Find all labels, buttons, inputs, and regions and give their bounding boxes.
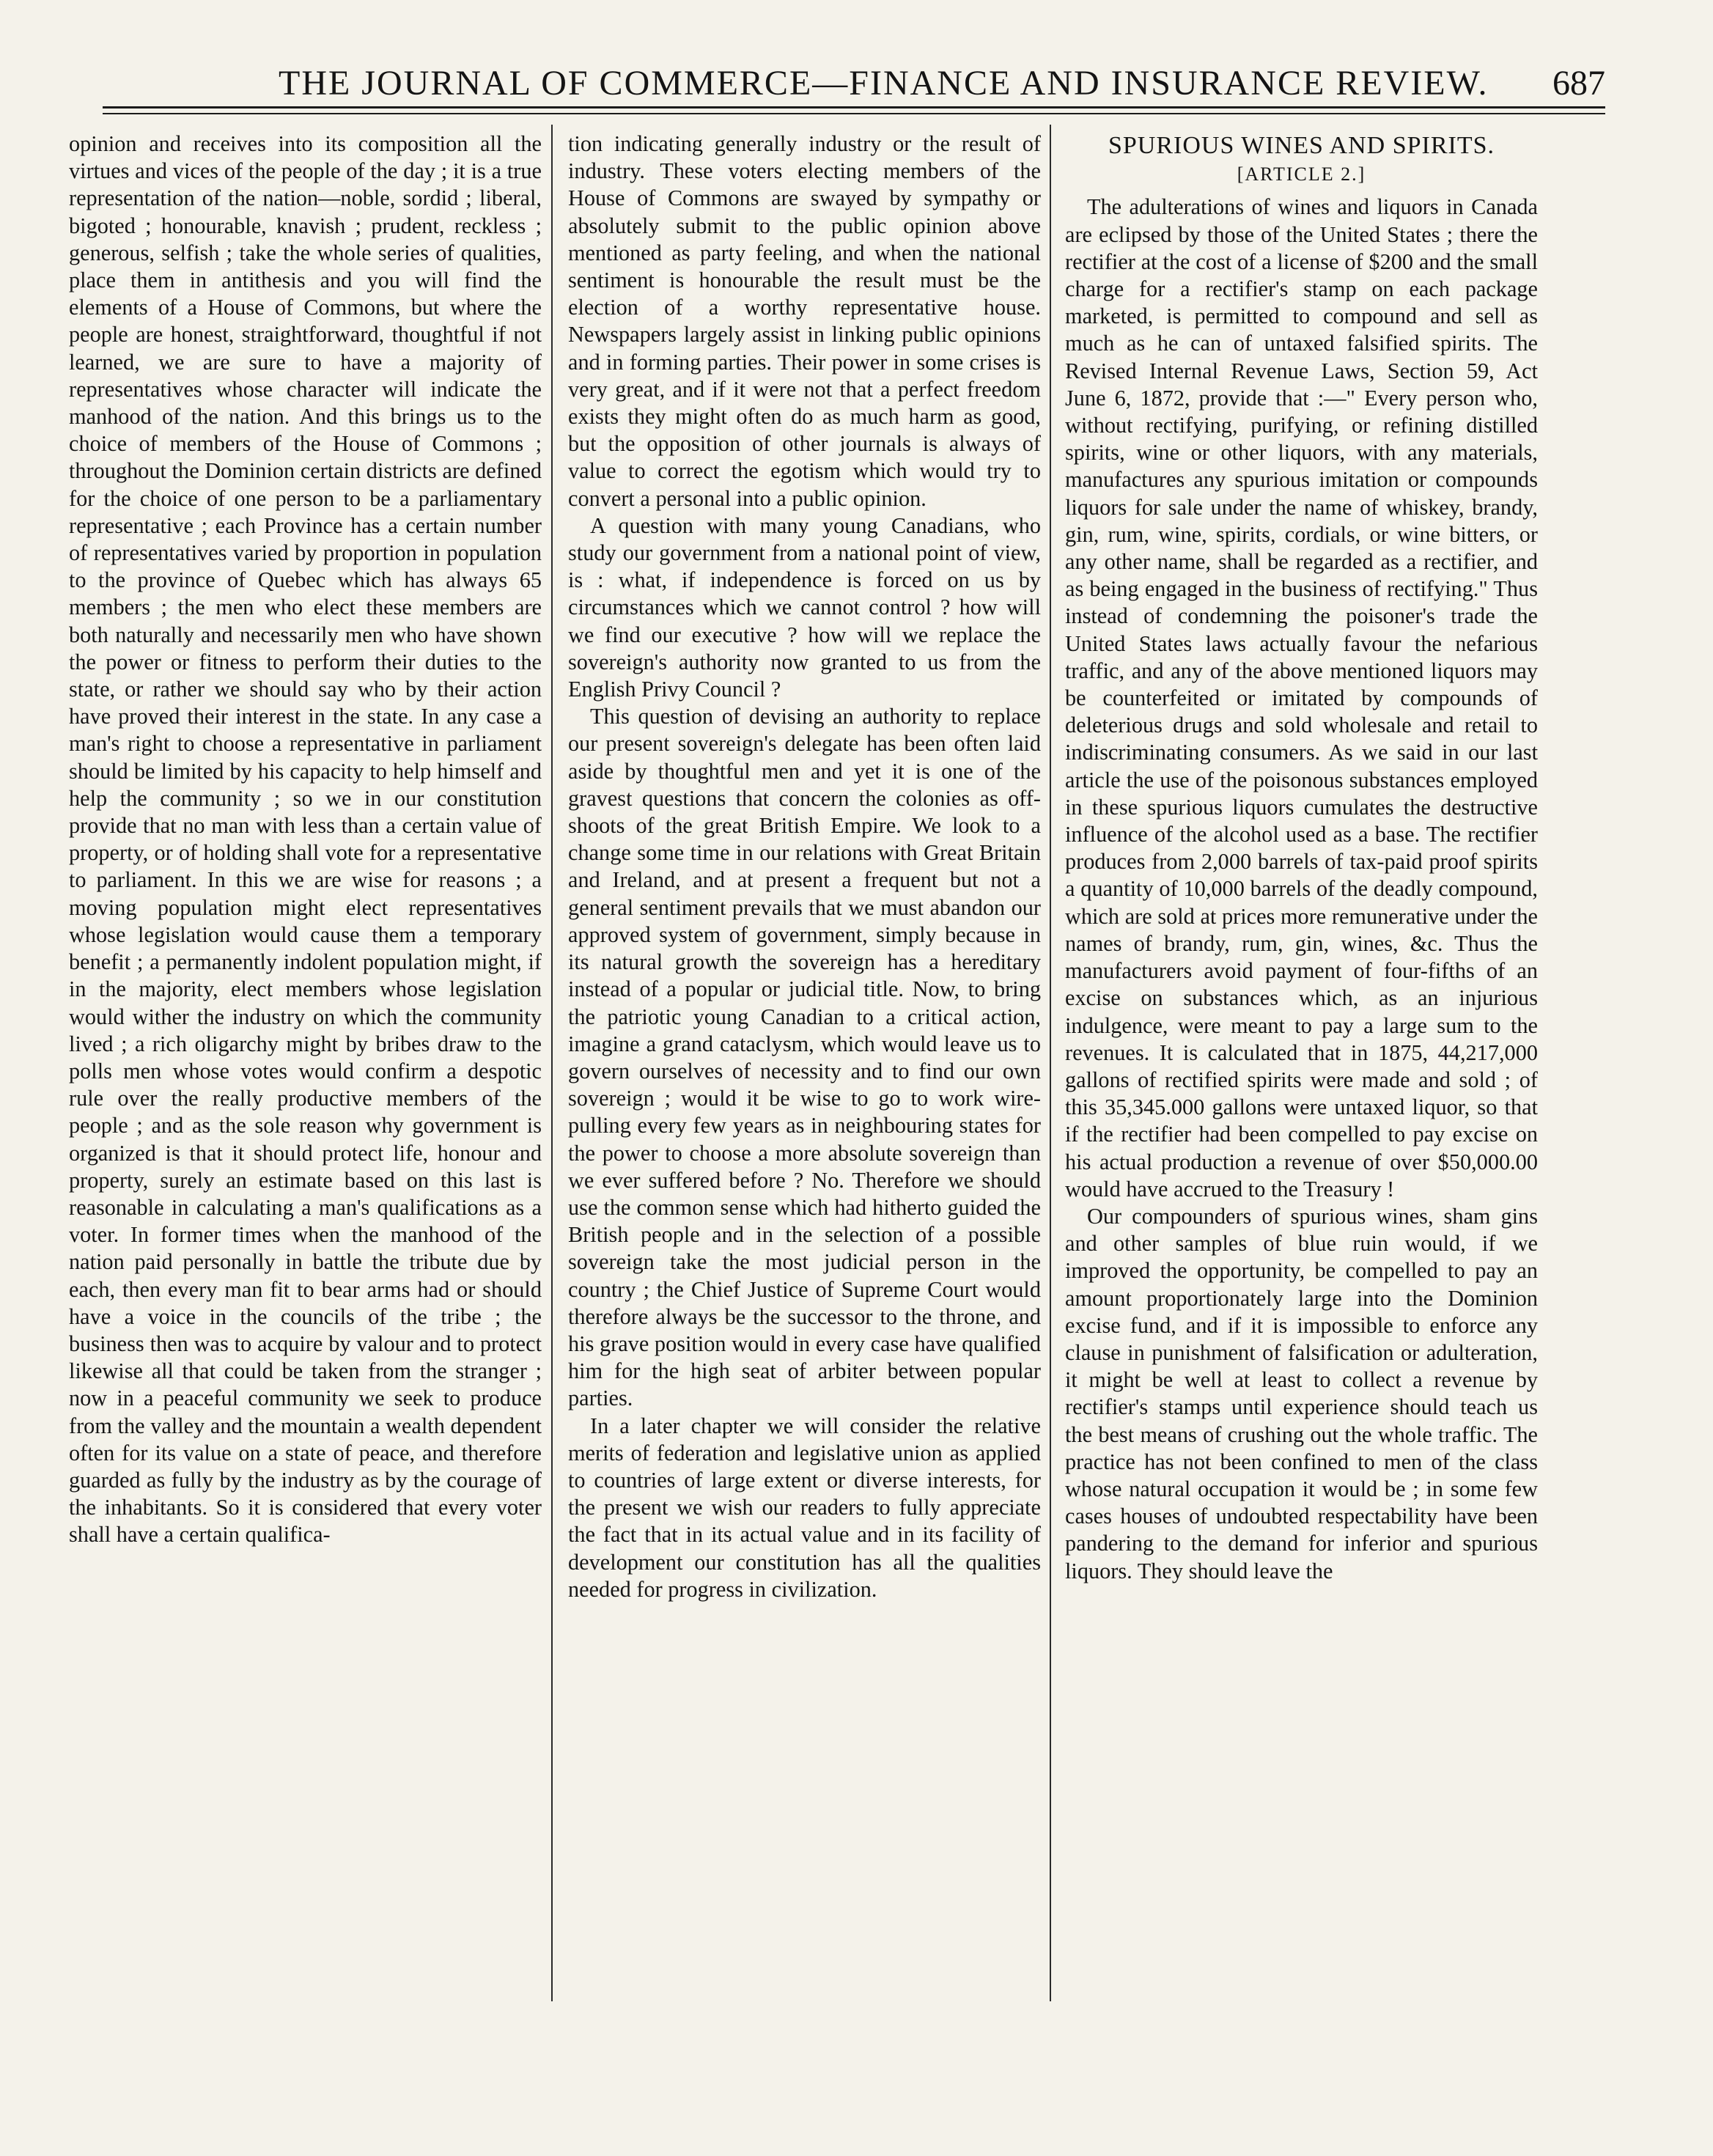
column-2-paragraph-4: In a later chapter we will consider the relative merits of federation and legislative union as applied to countries of large extent or diverse interests, for the present we wish our readers to fully appreciate the fact that in its actual value and in its facility of development our constitution has all the qualities needed for progress in civilization. bbox=[568, 1413, 1041, 1602]
article-title: SPURIOUS WINES AND SPIRITS. bbox=[1108, 132, 1495, 159]
column-2-paragraph-2: A question with many young Canadians, who study our government from a national point of view, is : what, if independence is forced on us by circumstances which we cannot control ? how will we find our executive ? how will we replace the sovereign's authority now granted to us from the English Privy Council ? bbox=[568, 512, 1041, 702]
column-3-paragraph-1: The adulterations of wines and liquors in Canada are eclipsed by those of the United States ; there the rectifier at the cost of a license of $200 and the small charge for a rectifier's stamp on each package marketed, is permitted to compound and sell as much as he can of untaxed falsified spirits. The Revised Internal Revenue Laws, Section 59, Act June 6, 1872, provide that :—" Every person who, without rectifying, purifying, or refining distilled spirits, wine or other liquors, with any materials, manufactures any spurious imitation or compounds liquors for sale under the name of whiskey, brandy, gin, rum, wine, spirits, cordials, or wine bitters, or any other name, shall be regarded as a rectifier, and as being engaged in the business of rectifying." Thus instead of condemning the poisoner's trade the United States laws actually favour the nefarious traffic, and any of the above mentioned liquors may be counterfeited or imitated by compounds of deleterious drugs and sold wholesale and retail to indiscriminating consumers. As we said in our last article the use of the poisonous substances employed in these spurious liquors cumulates the destructive influence of the alcohol used as a base. The rectifier produces from 2,000 barrels of tax-paid proof spirits a quantity of 10,000 barrels of the deadly compound, which are sold at prices more remunerative under the names of brandy, rum, gin, wines, &c. Thus the manufacturers avoid payment of four-fifths of an excise on substances which, as an injurious indulgence, were meant to pay a large sum to the revenues. It is calculated that in 1875, 44,217,000 gallons of rectified spirits were made and sold ; of this 35,345.000 gallons were untaxed liquor, so that if the rectifier had been compelled to pay excise on his actual production a revenue of over $50,000.00 would have accrued to the Treasury ! bbox=[1065, 194, 1538, 1202]
column-3-paragraph-2: Our compounders of spurious wines, sham gins and other samples of blue ruin would, if we improved the opportunity, be compelled to pay an amount proportionately large into the Dominion excise fund, and if it is impossible to enforce any clause in punishment of falsification or adulteration, it might be well at least to collect a revenue by rectifier's stamps until experience should teach us the best means of crushing out the whole traffic. The practice has not been confined to men of the class whose natural occupation it would be ; in some few cases houses of undoubted respectability have been pandering to the demand for inferior and spurious liquors. They should leave the bbox=[1065, 1203, 1538, 1583]
column-2-paragraph-3: This question of devising an authority to replace our present sovereign's delegate has been often laid aside by thoughtful men and yet it is one of the gravest questions that concern the colonies as off-shoots of the great British Empire. We look to a change some time in our relations with Great Britain and Ireland, and at present a frequent but not a general sentiment prevails that we must abandon our approved system of government, simply because in its natural growth the sovereign has a hereditary instead of a popular or judicial title. Now, to bring the patriotic young Canadian to a critical action, imagine a grand cataclysm, which would leave us to govern ourselves of necessity and to find our own sovereign ; would it be wise to go to work wire-pulling every few years as in neighbouring states for the power to choose a more absolute sovereign than we ever suffered before ? No. Therefore we should use the common sense which had hitherto guided the British people and in the selection of a possible sovereign take the most judicial person in the country ; the Chief Justice of Supreme Court would therefore always be the successor to the throne, and his grave position would in every case have qualified him for the high seat of arbiter between popular parties. bbox=[568, 704, 1041, 1411]
journal-title: THE JOURNAL OF COMMERCE—FINANCE AND INSURANCE REVIEW. bbox=[279, 64, 1489, 103]
page-number: 687 bbox=[1552, 64, 1605, 103]
column-divider-2 bbox=[1050, 125, 1051, 2001]
column-1 bbox=[69, 130, 542, 2000]
page-header bbox=[103, 59, 1605, 110]
column-divider-1 bbox=[551, 125, 553, 2001]
column-3 bbox=[1065, 130, 1538, 2000]
column-2-paragraph-1: tion indicating generally industry or the result of industry. These voters electing members of the House of Commons are swayed by sympathy or absolutely submit to the public opinion above mentioned as party feeling, and when the national sentiment is honourable the result must be the election of a worthy representative house. Newspapers largely assist in linking public opinions and in forming parties. Their power in some crises is very great, and if it were not that a perfect freedom exists they might often do as much harm as good, but the opposition of other journals is always of value to correct the egotism which would try to convert a personal into a public opinion. bbox=[568, 131, 1041, 511]
header-rule-bottom bbox=[103, 113, 1605, 114]
column-2 bbox=[568, 130, 1041, 2000]
column-1-paragraph-1: opinion and receives into its composition all the virtues and vices of the people of the day ; it is a true representation of the nation—noble, sordid ; liberal, bigoted ; honourable, knavish ; prudent, reckless ; generous, selfish ; take the whole series of qualities, place them in antithesis and you will find the elements of a House of Commons, but where the people are honest, straightforward, thoughtful if not learned, we are sure to have a majority of representatives whose character will indicate the manhood of the nation. And this brings us to the choice of members of the House of Commons ; throughout the Dominion certain districts are defined for the choice of one person to be a parliamentary representative ; each Province has a certain number of representatives varied by proportion in population to the province of Quebec which has always 65 members ; the men who elect these members are both naturally and necessarily men who have shown the power or fitness to perform their duties to the state, or rather we should say who by their action have proved their interest in the state. In any case a man's right to choose a representative in parliament should be limited by his capacity to help himself and help the community ; so we in our constitution provide that no man with less than a certain value of property, or of holding shall vote for a representative to parliament. In this we are wise for reasons ; a moving population might elect representatives whose legislation would cause them a temporary benefit ; a permanently indolent population might, if in the majority, elect members whose legislation would wither the industry on which the community lived ; a rich oligarchy might by bribes draw to the polls men whose votes would confirm a despotic rule over the really productive members of the people ; and as the sole reason why government is organized is that it should protect life, honour and property, surely an estimate based on this last is reasonable in calculating a man's qualifications as a voter. In former times when the manhood of the nation paid personally in battle the tribute due by each, then every man fit to bear arms had or should have a voice in the councils of the tribe ; the business then was to acquire by valour and to protect likewise all that could be taken from the stranger ; now in a peaceful community we seek to produce from the valley and the mountain a wealth dependent often for its value on a state of peace, and therefore guarded as fully by the industry as by the courage of the inhabitants. So it is considered that every voter shall have a certain qualifica- bbox=[69, 131, 542, 1548]
header-rule-top bbox=[103, 106, 1605, 108]
article-subtitle: [ARTICLE 2.] bbox=[1237, 163, 1366, 185]
